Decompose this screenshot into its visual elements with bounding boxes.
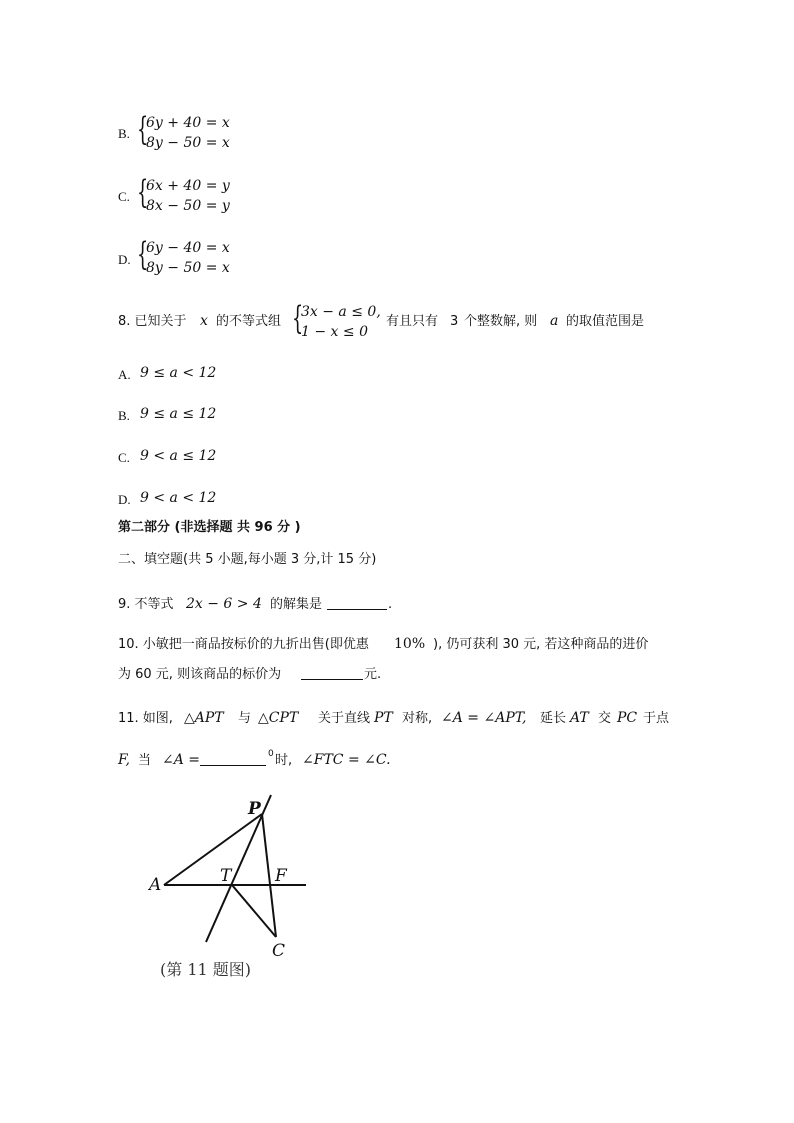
section2-title: 二、填空题(共 5 小题,每小题 3 分,计 15 分) — [118, 552, 377, 567]
inequality-1: 3x − a ≤ 0, — [301, 304, 381, 320]
label-t: T — [220, 866, 232, 886]
q9-suffix: 的解集是 — [270, 597, 323, 612]
q11-line1-g: 于点 — [643, 711, 670, 726]
option-expr: 9 ≤ a ≤ 12 — [140, 406, 217, 422]
brace-icon: { — [137, 110, 149, 148]
q11-angle-eq: ∠A = ∠APT, — [441, 710, 527, 726]
q11-point-f: F, — [118, 752, 130, 768]
option-label: C. — [118, 189, 130, 204]
q11-line1-b: 与 — [238, 711, 252, 726]
equation-1: 6x + 40 = y — [146, 178, 230, 194]
q11-line2-a: 当 — [138, 753, 152, 768]
q10-line1-b: ), 仍可获利 30 元, 若这种商品的进价 — [433, 637, 649, 652]
option-expr: 9 ≤ a < 12 — [140, 365, 217, 381]
brace-icon: { — [137, 173, 149, 211]
q11-line1-d: 对称, — [402, 711, 433, 726]
q11-line1-c: 关于直线 — [318, 711, 371, 726]
option-label: A. — [118, 367, 131, 382]
label-a: A — [149, 875, 162, 895]
equation-1: 6y + 40 = x — [146, 115, 230, 131]
q9-prefix: 9. 不等式 — [118, 597, 174, 612]
q11-seg-pc: PC — [617, 710, 638, 726]
equation-1: 6y − 40 = x — [146, 240, 230, 256]
q11-tri2: △CPT — [258, 710, 299, 726]
q11-seg-at: AT — [570, 710, 589, 726]
equation-system — [137, 110, 257, 153]
equation-2: 8y − 50 = x — [146, 135, 230, 151]
label-c: C — [272, 941, 286, 961]
q9-expr: 2x − 6 > 4 — [186, 596, 262, 612]
option-label: D. — [118, 252, 131, 267]
equation-2: 8x − 50 = y — [146, 198, 230, 214]
q11-line1-f: 交 — [598, 711, 612, 726]
q10-line2-a: 为 60 元, 则该商品的标价为 — [118, 667, 282, 682]
q10-line1-a: 10. 小敏把一商品按标价的九折出售(即优惠 — [118, 637, 369, 652]
q8-suffix: 的取值范围是 — [566, 314, 645, 329]
option-expr: 9 < a ≤ 12 — [140, 448, 217, 464]
q8-var-a: a — [550, 313, 559, 329]
q11-line1-e: 延长 — [540, 711, 567, 726]
inequality-2: 1 − x ≤ 0 — [301, 324, 368, 340]
option-expr: 9 < a < 12 — [140, 490, 217, 506]
equation-system — [137, 235, 257, 278]
label-p: P — [248, 799, 261, 819]
q9-end: . — [388, 597, 393, 612]
option-label: B. — [118, 126, 130, 141]
answer-blank[interactable] — [327, 597, 387, 610]
q8-mid1: 的不等式组 — [216, 314, 282, 329]
q11-line1-a: 11. 如图, — [118, 711, 173, 726]
q11-angle-eq2: ∠FTC = ∠C. — [302, 752, 391, 768]
q8-var-x: x — [200, 313, 208, 329]
q11-angle-a: ∠A = — [162, 752, 201, 768]
q11-line2-b: 时, — [275, 753, 293, 768]
equation-2: 8y − 50 = x — [146, 260, 230, 276]
brace-icon: { — [292, 299, 304, 337]
q8-prefix: 8. 已知关于 — [118, 314, 187, 329]
q8-mid2: 有且只有 — [386, 314, 439, 329]
q8-count: 3 — [450, 314, 459, 329]
part2-title: 第二部分 (非选择题 共 96 分 ) — [118, 520, 301, 535]
q10-line2-b: 元. — [364, 667, 382, 682]
answer-blank[interactable] — [301, 667, 363, 680]
q11-line-pt: PT — [374, 710, 393, 726]
label-f: F — [275, 866, 287, 886]
option-label: D. — [118, 492, 131, 507]
q11-tri1: △APT — [184, 710, 224, 726]
figure-11 — [148, 790, 318, 985]
q8-mid3: 个整数解, 则 — [464, 314, 538, 329]
option-label: B. — [118, 408, 130, 423]
q8-inequality-system — [292, 299, 387, 342]
q10-percent: 10% — [394, 636, 426, 652]
brace-icon: { — [137, 235, 149, 273]
figure-caption: (第 11 题图) — [160, 960, 252, 979]
answer-blank[interactable] — [200, 753, 266, 766]
geometry-figure — [148, 790, 318, 985]
equation-system — [137, 173, 257, 216]
degree-mark: 0 — [268, 749, 274, 759]
option-label: C. — [118, 450, 130, 465]
